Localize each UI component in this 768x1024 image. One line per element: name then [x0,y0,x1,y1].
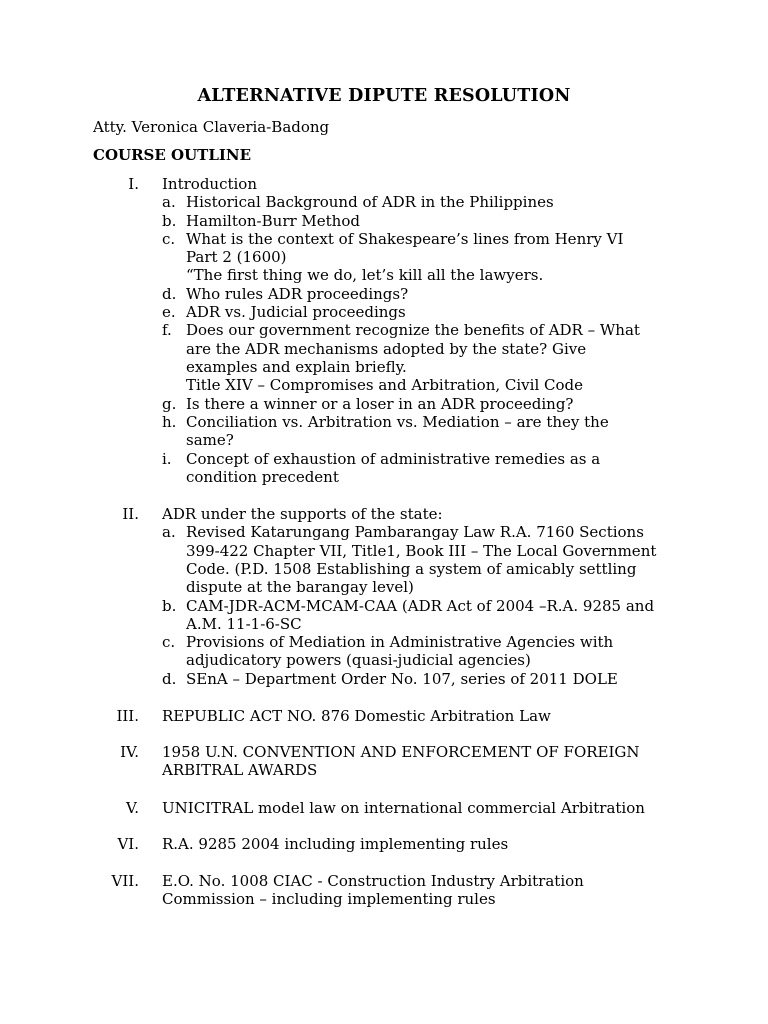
section-title [162,743,682,780]
item-text-line: Provisions of Mediation in Administrative Agencies with [186,633,614,652]
item-letter: e. [162,303,176,322]
item-text-line: Part 2 (1600) [186,248,287,267]
section-numeral: III. [116,707,139,725]
item-text-line: are the ADR mechanisms adopted by the state? Give [186,339,587,358]
section-numeral: I. [128,175,139,193]
item-text-line: same? [186,431,234,450]
item-text [186,303,686,321]
item-letter: g. [162,394,177,413]
item-text-line: Is there a winner or a loser in an ADR proceeding? [186,394,574,413]
section-title-line: R.A. 9285 2004 including implementing rules [162,835,509,853]
document-title: ALTERNATIVE DIPUTE RESOLUTION [197,86,571,106]
item-text [186,523,686,596]
item-letter: a. [162,193,176,212]
item-text-line: SEnA – Department Order No. 107, series of 2011 DOLE [186,669,618,688]
section-title [162,707,682,725]
item-text [186,193,686,211]
item-text-line: Code. (P.D. 1508 Establishing a system of amicably settling [186,559,637,578]
item-text-line: condition precedent [186,467,339,486]
section-title: Introduction [162,175,257,193]
item-text [186,450,686,487]
section-title [162,799,682,817]
section-title-line: E.O. No. 1008 CIAC - Construction Industry Arbitration [162,872,584,890]
section-title [162,872,682,909]
item-letter: a. [162,523,176,542]
item-text [186,230,686,285]
author-line: Atty. Veronica Claveria-Badong [93,118,330,136]
item-letter: d. [162,284,177,303]
item-text-line: What is the context of Shakespeare’s lines from Henry VI [186,229,624,248]
section-numeral: V. [126,799,139,817]
section-title: ADR under the supports of the state: [162,505,443,523]
section-numeral: IV. [120,743,139,761]
section-title-line: UNICITRAL model law on international commercial Arbitration [162,799,645,817]
item-text [186,633,686,670]
item-text [186,597,686,634]
item-text-line: Conciliation vs. Arbitration vs. Mediation – are they the [186,412,609,431]
item-letter: b. [162,596,177,615]
item-text-line: Historical Background of ADR in the Philippines [186,193,554,212]
item-text [186,212,686,230]
section-title-line: ARBITRAL AWARDS [162,761,318,780]
section-numeral: VI. [117,835,139,853]
item-text-line: adjudicatory powers (quasi-judicial agencies) [186,651,531,670]
item-letter: c. [162,633,176,652]
section-title-line: REPUBLIC ACT NO. 876 Domestic Arbitration Law [162,707,551,725]
item-text-line: “The first thing we do, let’s kill all the lawyers. [186,266,544,285]
item-letter: b. [162,211,177,230]
course-outline-heading: COURSE OUTLINE [93,146,252,164]
item-text-line: dispute at the barangay level) [186,578,414,597]
item-text-line: Revised Katarungang Pambarangay Law R.A. 7160 Sections [186,523,644,542]
item-text-line: examples and explain briefly. [186,357,407,376]
item-text-line: Who rules ADR proceedings? [186,284,409,303]
item-text-line: Hamilton-Burr Method [186,211,360,230]
item-text-line: CAM-JDR-ACM-MCAM-CAA (ADR Act of 2004 –R.A. 9285 and [186,596,655,615]
item-letter: i. [162,449,172,468]
item-letter: f. [162,321,172,340]
item-text-line: ADR vs. Judicial proceedings [186,303,406,322]
item-text-line: A.M. 11-1-6-SC [186,614,302,633]
item-letter: h. [162,412,177,431]
item-text-line: 399-422 Chapter VII, Title1, Book III – The Local Government [186,541,657,560]
item-text [186,413,686,450]
item-text-line: Title XIV – Compromises and Arbitration, Civil Code [186,376,584,395]
section-title-line: Commission – including implementing rules [162,890,496,909]
section-numeral: VII. [111,872,139,890]
item-text [186,321,686,394]
section-title-line: 1958 U.N. CONVENTION AND ENFORCEMENT OF FOREIGN [162,743,640,761]
section-numeral: II. [122,505,139,523]
item-text [186,285,686,303]
item-letter: d. [162,669,177,688]
item-text-line: Concept of exhaustion of administrative remedies as a [186,449,601,468]
item-text [186,395,686,413]
item-text [186,670,686,688]
item-text-line: Does our government recognize the benefits of ADR – What [186,321,640,340]
item-letter: c. [162,229,176,248]
section-title [162,835,682,853]
